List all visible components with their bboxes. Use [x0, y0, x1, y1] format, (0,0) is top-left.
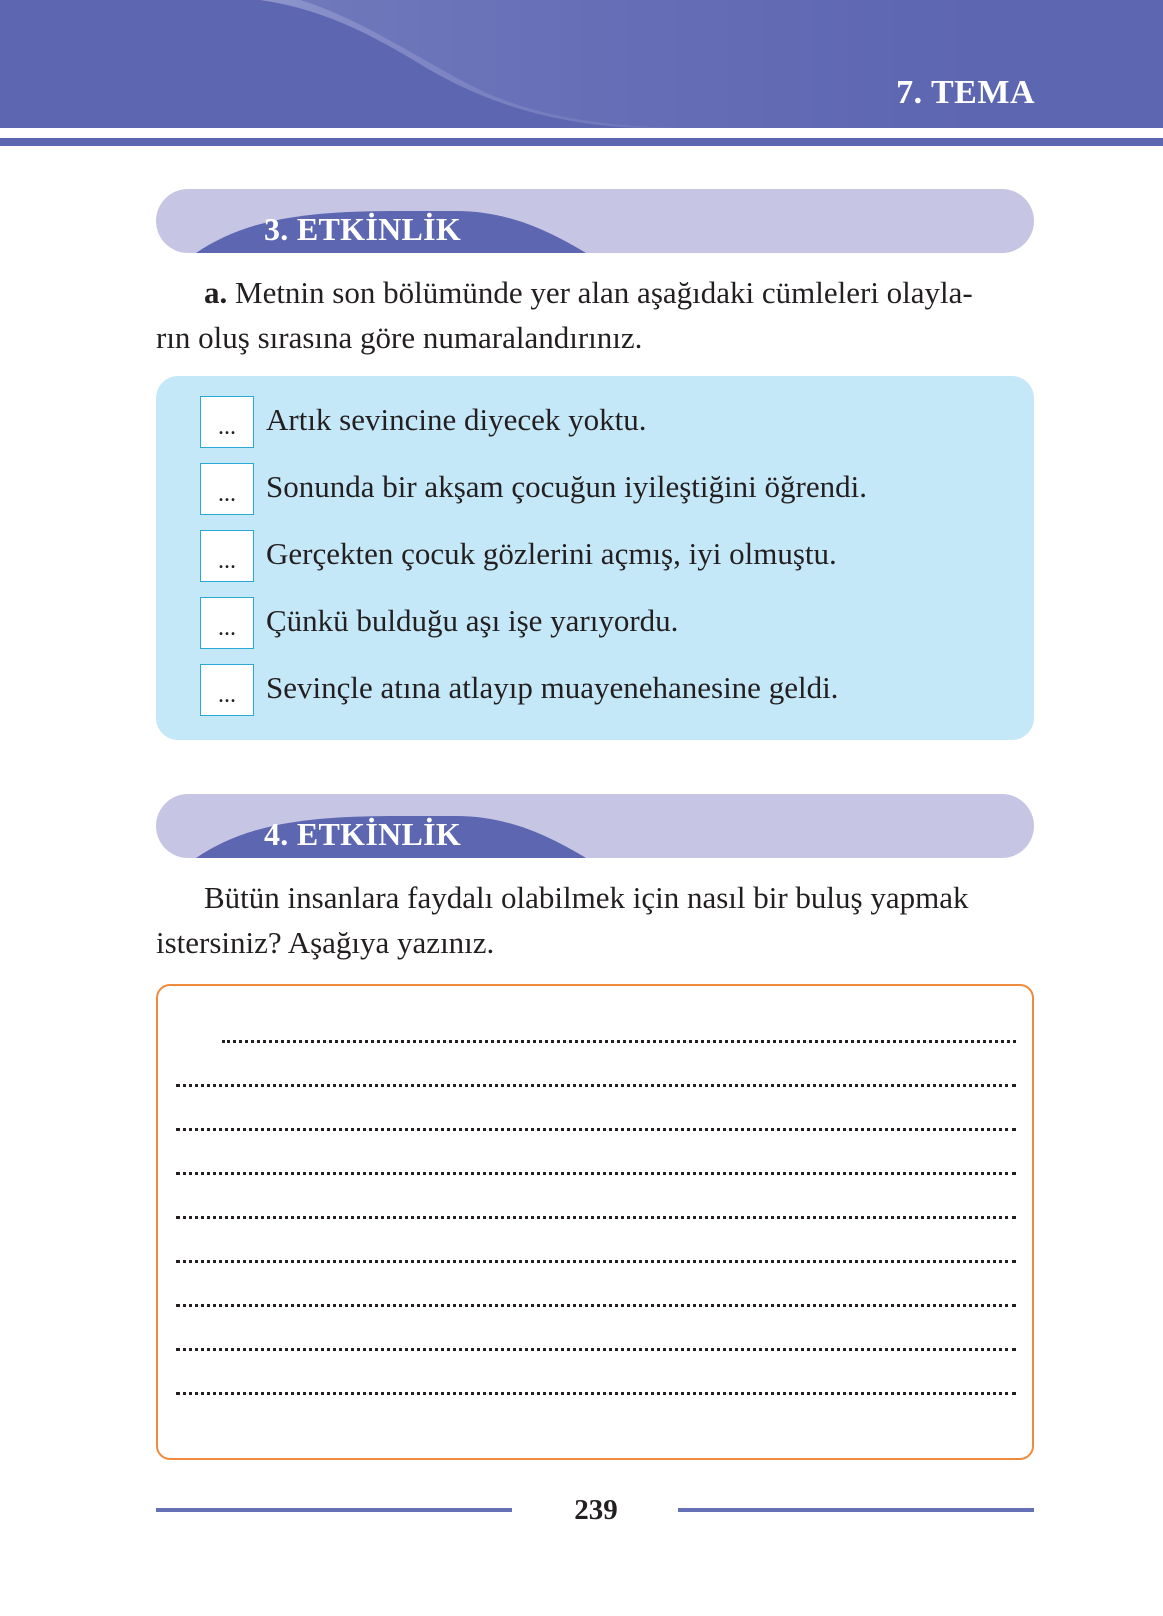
- sentence-text: Sonunda bir akşam çocuğun iyileştiğini öğrendi.: [266, 469, 867, 504]
- writing-line[interactable]: [176, 1124, 1016, 1131]
- order-number-box[interactable]: ...: [200, 463, 254, 515]
- sentence-text: Sevinçle atına atlayıp muayenehanesine geldi.: [266, 670, 839, 705]
- page-header: [0, 0, 1163, 150]
- sentence-text: Çünkü bulduğu aşı işe yarıyordu.: [266, 603, 679, 638]
- list-item: [200, 664, 1020, 720]
- instruction-line-2: rın oluş sırasına göre numaralandırınız.: [156, 320, 643, 355]
- sentence-text: Gerçekten çocuk gözlerini açmış, iyi olmuştu.: [266, 536, 837, 571]
- footer-rule-left: [156, 1508, 512, 1512]
- activity-4-banner: [156, 794, 1034, 858]
- activity-3-instruction: [156, 270, 1034, 360]
- writing-line[interactable]: [176, 1080, 1016, 1087]
- list-item: [200, 396, 1020, 452]
- writing-line[interactable]: [176, 1344, 1016, 1351]
- question-text-1: Bütün insanlara faydalı olabilmek için nasıl bir buluş yapmak: [204, 880, 969, 915]
- footer-rule-right: [678, 1508, 1034, 1512]
- writing-line[interactable]: [176, 1212, 1016, 1219]
- answer-writing-area[interactable]: [156, 984, 1034, 1460]
- activity-3-title: 3. ETKİNLİK: [264, 211, 462, 247]
- activity-4-title: 4. ETKİNLİK: [264, 816, 462, 852]
- sentence-text: Artık sevincine diyecek yoktu.: [266, 402, 647, 437]
- list-item: [200, 463, 1020, 519]
- question-line-2: istersiniz? Aşağıya yazınız.: [156, 925, 495, 960]
- instruction-text-1: Metnin son bölümünde yer alan aşağıdaki cümleleri olayla-: [235, 275, 973, 310]
- instruction-letter: a.: [204, 275, 228, 310]
- activity-4-question: [156, 875, 1034, 965]
- writing-line[interactable]: [176, 1256, 1016, 1263]
- order-number-box[interactable]: ...: [200, 597, 254, 649]
- ordering-list: [156, 376, 1034, 740]
- theme-label: 7. TEMA: [896, 74, 1035, 111]
- question-line-1: [156, 875, 1034, 920]
- page-number: 239: [574, 1494, 618, 1526]
- order-number-box[interactable]: ...: [200, 396, 254, 448]
- list-item: [200, 597, 1020, 653]
- writing-line[interactable]: [176, 1168, 1016, 1175]
- instruction-line-1: [156, 270, 1034, 315]
- writing-line[interactable]: [176, 1300, 1016, 1307]
- list-item: [200, 530, 1020, 586]
- activity-3-banner: [156, 189, 1034, 253]
- order-number-box[interactable]: ...: [200, 530, 254, 582]
- writing-line[interactable]: [222, 1036, 1016, 1043]
- order-number-box[interactable]: ...: [200, 664, 254, 716]
- writing-line[interactable]: [176, 1388, 1016, 1395]
